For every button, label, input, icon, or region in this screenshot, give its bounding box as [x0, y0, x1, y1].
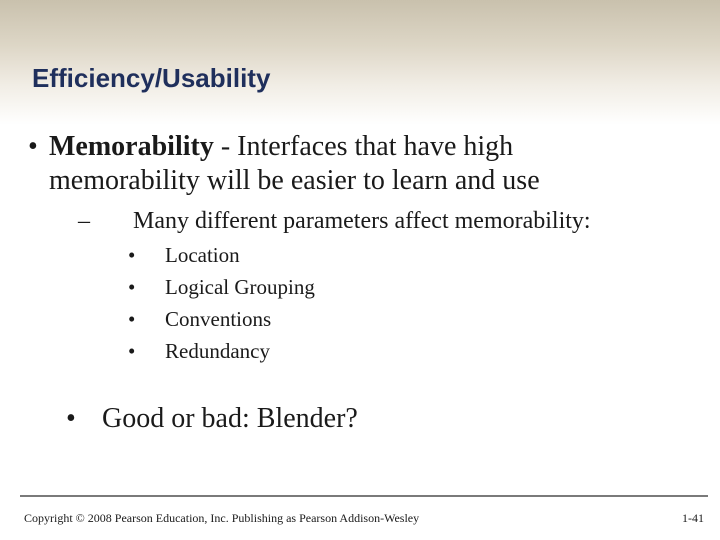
list-item-text: Logical Grouping — [165, 275, 315, 299]
bullet-marker: • — [128, 307, 136, 331]
list-item-text: Conventions — [165, 307, 272, 331]
bullet-marker: • — [66, 403, 76, 434]
slide-title: Efficiency/Usability — [32, 63, 271, 93]
parameters-text: Many different parameters affect memorability: — [133, 208, 591, 234]
bullet-marker: • — [128, 339, 136, 363]
page-number: 1-41 — [682, 511, 704, 525]
list-item-text: Redundancy — [165, 339, 270, 363]
bullet-marker: • — [28, 131, 38, 162]
footer-divider — [20, 495, 708, 497]
memorability-text — [49, 130, 669, 198]
dash-marker: – — [78, 208, 90, 234]
list-item-text: Location — [165, 243, 240, 267]
memorability-term: Memorability — [49, 131, 214, 162]
bullet-marker: • — [128, 243, 136, 267]
memorability-description: Interfaces that have high memorability will be easier to learn and use — [49, 131, 540, 196]
bullet-marker: • — [128, 275, 136, 299]
copyright-text: Copyright © 2008 Pearson Education, Inc. Publishing as Pearson Addison-Wesley — [24, 511, 420, 525]
term-separator: - — [213, 131, 238, 162]
blender-text: Good or bad: Blender? — [102, 403, 358, 434]
